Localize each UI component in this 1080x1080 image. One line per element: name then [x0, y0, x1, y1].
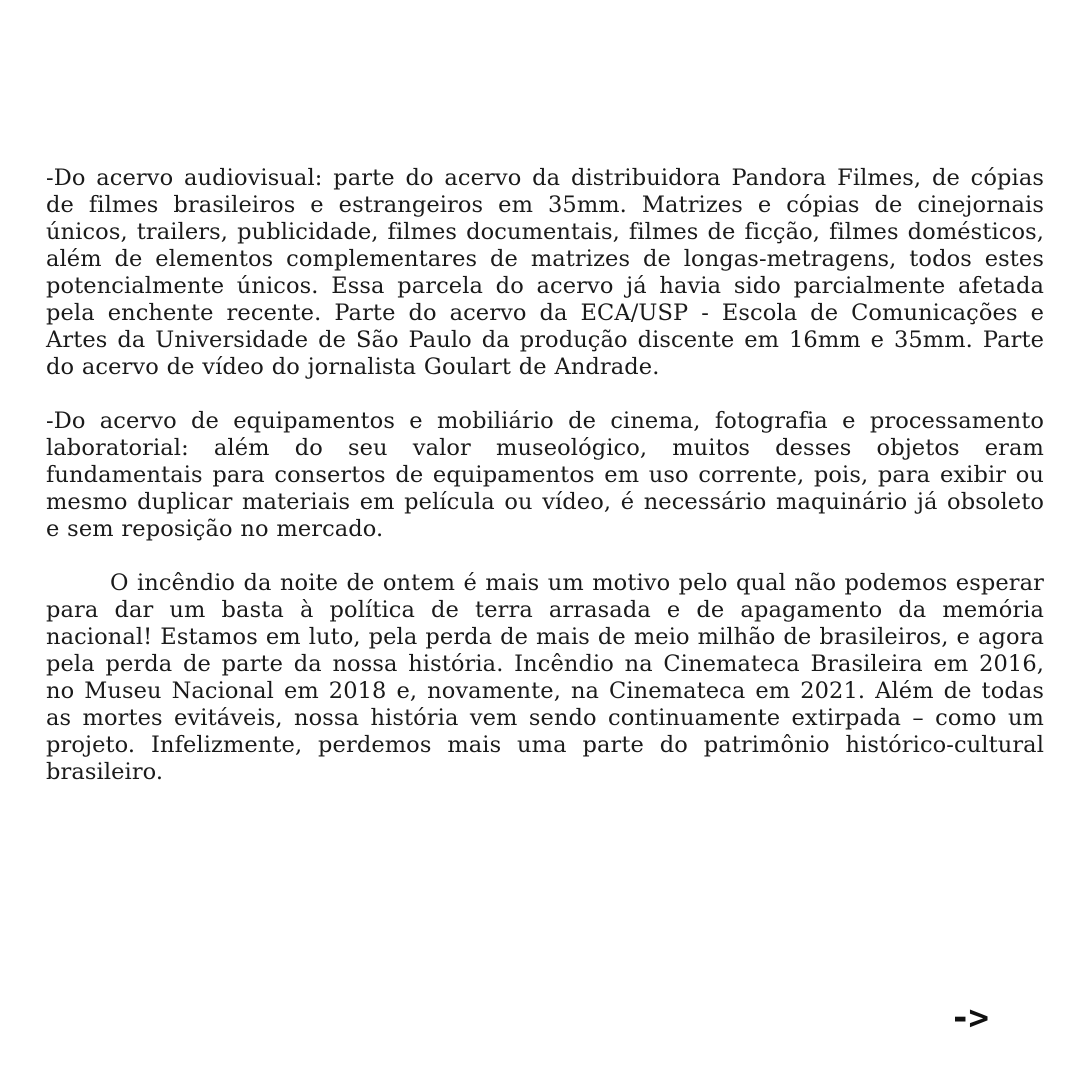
paragraph-audiovisual-collection: -Do acervo audiovisual: parte do acervo da distribuidora Pandora Filmes, de cópias de filmes brasileiros e estrangeiros em 35mm. Matrizes e cópias de cinejornais únicos, trailers, publicidade, filmes documentais, filmes de ficção, filmes domésticos, além de elementos complementares de matrizes de longas-metragens, todos estes potencialmente únicos. Essa parcela do acervo já havia sido parcialmente afetada pela enchente recente. Parte do acervo da ECA/USP - Escola de Comunicações e Artes da Universidade de São Paulo da produção discente em 16mm e 35mm. Parte do acervo de vídeo do jornalista Goulart de Andrade.: [46, 165, 1044, 380]
paragraph-fire-statement: O incêndio da noite de ontem é mais um motivo pelo qual não podemos esperar para dar um basta à política de terra arrasada e de apagamento da memória nacional! Estamos em luto, pela perda de mais de meio milhão de brasileiros, e agora pela perda de parte da nossa história. Incêndio na Cinemateca Brasileira em 2016, no Museu Nacional em 2018 e, novamente, na Cinemateca em 2021. Além de todas as mortes evitáveis, nossa história vem sendo continuamente extirpada – como um projeto. Infelizmente, perdemos mais uma parte do patrimônio histórico-cultural brasileiro.: [46, 570, 1044, 785]
paragraph-equipment-collection: -Do acervo de equipamentos e mobiliário de cinema, fotografia e processamento laboratorial: além do seu valor museológico, muitos desses objetos eram fundamentais para consertos de equipamentos em uso corrente, pois, para exibir ou mesmo duplicar materiais em película ou vídeo, é necessário maquinário já obsoleto e sem reposição no mercado.: [46, 408, 1044, 542]
next-arrow-icon[interactable]: ->: [950, 998, 987, 1038]
post-body: [46, 165, 1044, 786]
